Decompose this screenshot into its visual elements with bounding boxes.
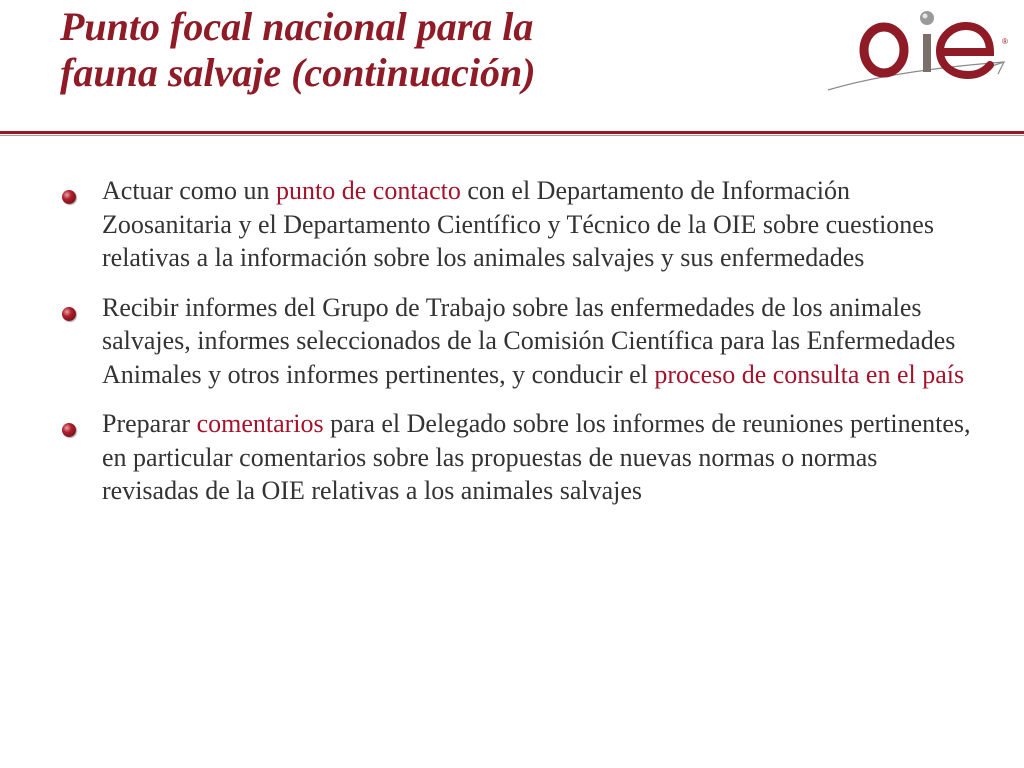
bullet-highlight-segment: comentarios (196, 409, 324, 438)
slide-title (60, 4, 760, 96)
bullet-item (62, 174, 972, 275)
bullet-text (102, 176, 934, 272)
bullet-text-segment: Preparar (102, 409, 197, 438)
bullet-sphere-icon (62, 307, 76, 321)
bullet-item (62, 291, 972, 392)
logo-letter-e (940, 26, 990, 75)
bullet-sphere-icon (62, 423, 76, 437)
logo-sphere-icon (920, 11, 934, 25)
bullet-text-segment: para el Delegado sobre los informes de reuniones pertinentes, en particular comentarios sobre las propuestas de nuevas normas o normas revisadas de la OIE relativas a los animales salvajes (102, 409, 971, 505)
title-divider (0, 131, 1024, 134)
bullet-list (62, 174, 972, 524)
bullet-text (102, 409, 971, 505)
slide-title-line-1: Punto focal nacional para la (60, 4, 534, 49)
bullet-text-segment: Actuar como un (102, 176, 277, 205)
bullet-highlight-segment: punto de contacto (276, 176, 461, 205)
bullet-text-segment: Recibir informes del Grupo de Trabajo sobre las enfermedades de los animales salvajes, informes seleccionados de la Comisión Científica para las Enfermedades Animales y otros informes pertinentes, y conducir el (102, 292, 956, 389)
logo-sphere-highlight (923, 14, 928, 19)
bullet-highlight-segment: proceso de consulta en el país (654, 359, 965, 389)
logo-letter-i (923, 34, 931, 72)
title-divider-shadow (0, 135, 1024, 136)
logo-letter-o (864, 27, 904, 73)
bullet-sphere-icon (62, 190, 76, 204)
oie-logo (822, 4, 1012, 104)
bullet-text-segment: con el Departamento de Información Zoosanitaria y el Departamento Científico y Técnico de la OIE sobre cuestiones relativas a la información sobre los animales salvajes y sus enfermedades (102, 176, 934, 272)
logo-registered-mark: ® (1002, 37, 1008, 46)
slide-title-line-2: fauna salvaje (continuación) (60, 50, 536, 95)
bullet-text (102, 293, 964, 389)
bullet-item (62, 407, 972, 508)
